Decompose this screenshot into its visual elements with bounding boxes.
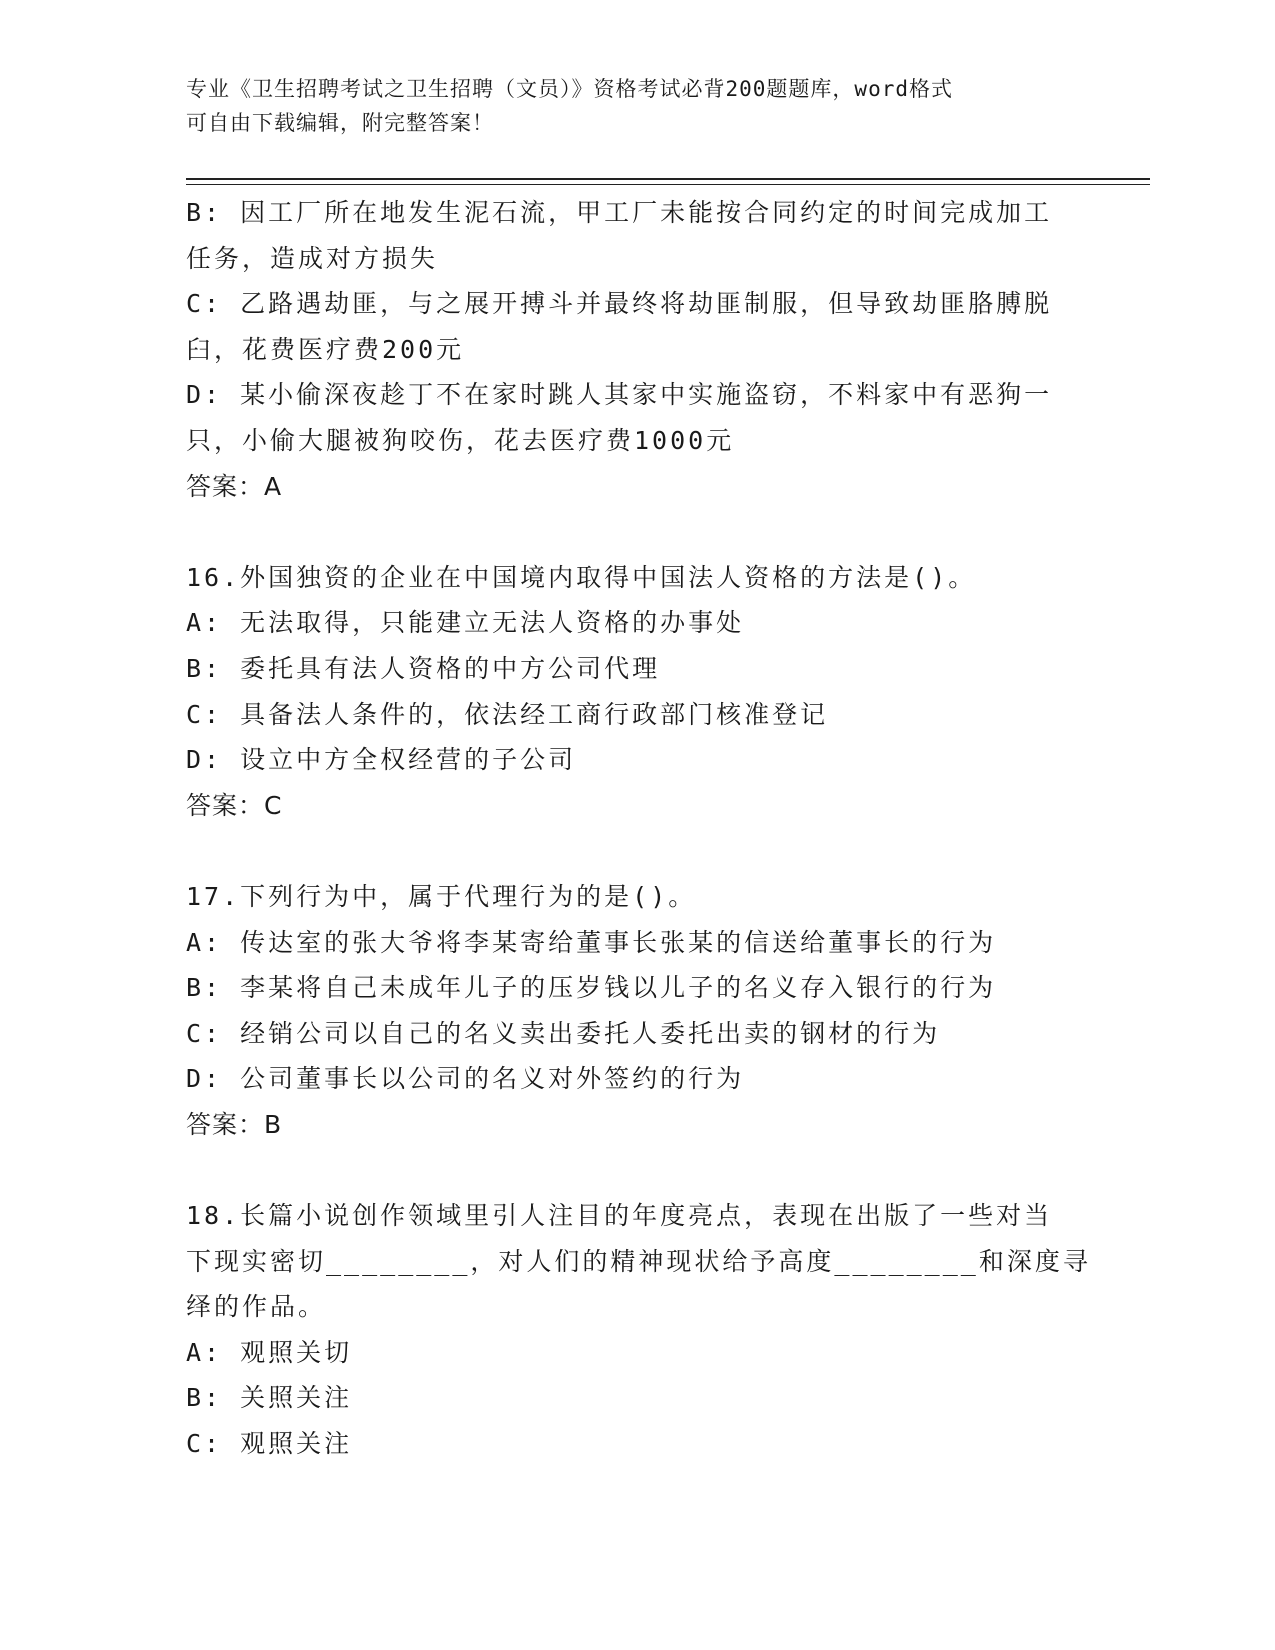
option-c-line-2: 臼，花费医疗费200元 — [186, 334, 465, 364]
answer-label: 答案：C — [186, 790, 283, 820]
question-stem-line-1: 18.长篇小说创作领域里引人注目的年度亮点，表现在出版了一些对当 — [186, 1201, 1053, 1231]
question-stem-line-2: 下现实密切________，对人们的精神现状给予高度________和深度寻 — [186, 1246, 1091, 1276]
option-c: C: 具备法人条件的，依法经工商行政部门核准登记 — [186, 699, 829, 729]
option-a: A: 传达室的张大爷将李某寄给董事长张某的信送给董事长的行为 — [186, 927, 997, 957]
spacer — [186, 1147, 1086, 1193]
option-b: B: 委托具有法人资格的中方公司代理 — [186, 653, 661, 683]
question-stem: 16.外国独资的企业在中国境内取得中国法人资格的方法是()。 — [186, 562, 977, 592]
option-d-line-2: 只，小偷大腿被狗咬伤，花去医疗费1000元 — [186, 425, 735, 455]
answer-label: 答案：B — [186, 1109, 283, 1139]
header-divider-thin — [186, 184, 1150, 185]
question-15-tail — [186, 190, 1086, 509]
document-body — [186, 190, 1091, 1467]
option-c: C: 观照关注 — [186, 1429, 353, 1459]
question-stem: 17.下列行为中，属于代理行为的是()。 — [186, 881, 697, 911]
question-stem-line-3: 绎的作品。 — [186, 1292, 327, 1322]
spacer — [186, 828, 1086, 874]
option-c: C: 经销公司以自己的名义卖出委托人委托出卖的钢材的行为 — [186, 1018, 941, 1048]
option-d-line-1: D: 某小偷深夜趁丁不在家时跳人其家中实施盗窃，不料家中有恶狗一 — [186, 380, 1053, 410]
document-header — [186, 72, 1066, 140]
option-a: A: 观照关切 — [186, 1337, 353, 1367]
spacer — [186, 509, 1086, 555]
question-16 — [186, 555, 1086, 829]
option-b-line-1: B: 因工厂所在地发生泥石流，甲工厂未能按合同约定的时间完成加工 — [186, 198, 1053, 227]
question-18 — [186, 1193, 1091, 1467]
answer-label: 答案：A — [186, 471, 283, 501]
header-line-2: 可自由下载编辑，附完整答案！ — [186, 111, 494, 135]
header-divider-thick — [186, 178, 1150, 180]
option-b: B: 关照关注 — [186, 1383, 353, 1413]
question-17 — [186, 874, 1086, 1148]
option-a: A: 无法取得，只能建立无法人资格的办事处 — [186, 608, 745, 638]
option-b: B: 李某将自己未成年儿子的压岁钱以儿子的名义存入银行的行为 — [186, 973, 997, 1003]
option-c-line-1: C: 乙路遇劫匪，与之展开搏斗并最终将劫匪制服，但导致劫匪胳膊脱 — [186, 289, 1053, 319]
header-line-1: 专业《卫生招聘考试之卫生招聘（文员）》资格考试必背200题题库，word格式 — [186, 77, 953, 101]
option-d: D: 公司董事长以公司的名义对外签约的行为 — [186, 1064, 745, 1094]
option-b-line-2: 任务，造成对方损失 — [186, 243, 439, 273]
option-d: D: 设立中方全权经营的子公司 — [186, 745, 577, 775]
